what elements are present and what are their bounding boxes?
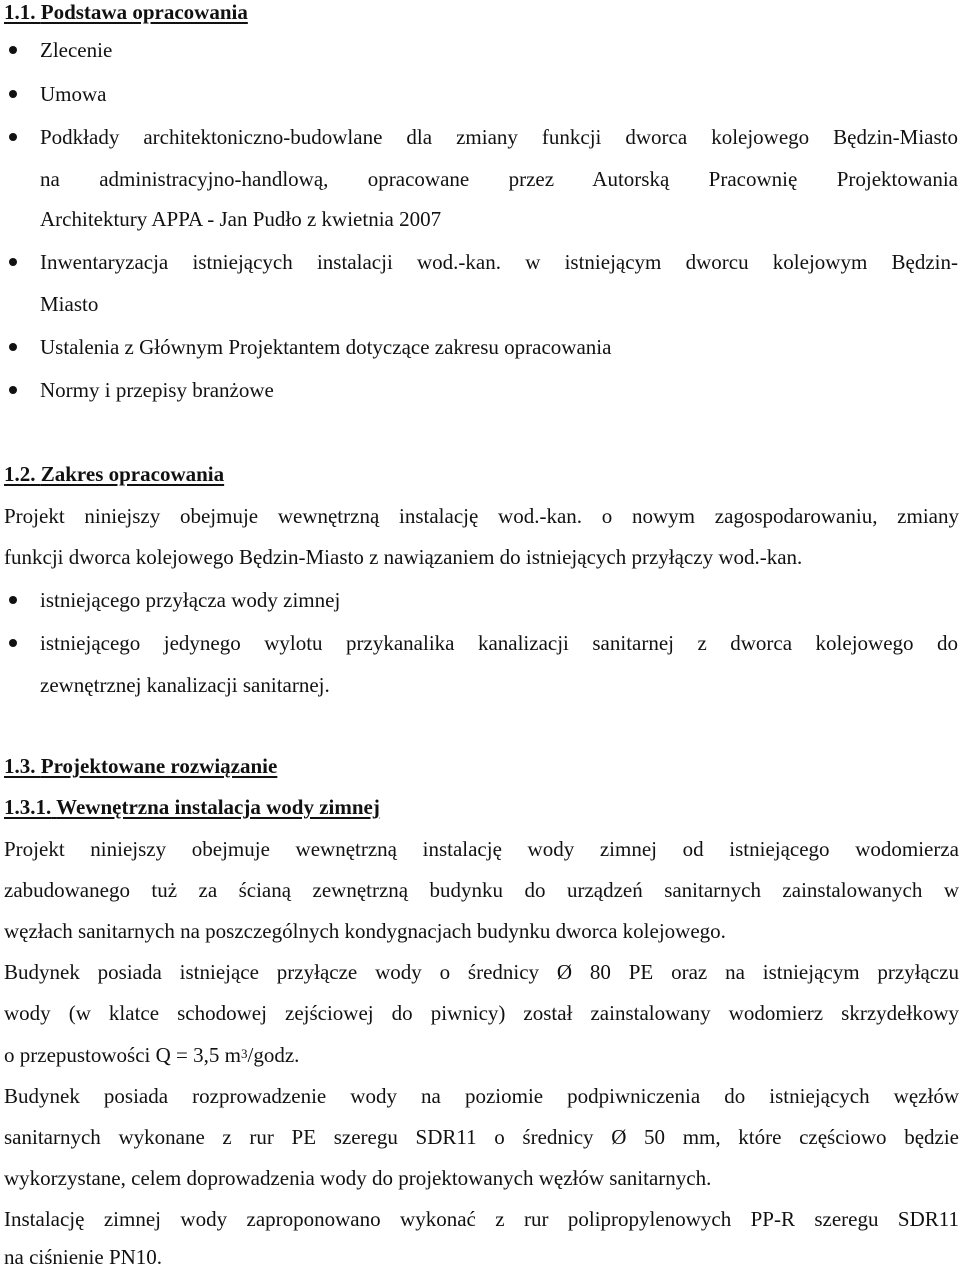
paragraph-line: wody (w klatce schodowej zejściowej do piwnicy) został zainstalowany wodomierz skrzydełkowy xyxy=(4,1001,959,1025)
list-item-line: Architektury APPA - Jan Pudło z kwietnia 2007 xyxy=(40,207,442,231)
paragraph-line: funkcji dworca kolejowego Będzin-Miasto z nawiązaniem do istniejących przyłączy wod.-kan. xyxy=(4,545,803,569)
paragraph-line: Instalację zimnej wody zaproponowano wykonać z rur polipropylenowych PP-R szeregu SDR11 xyxy=(4,1207,959,1231)
flow-unit: /godz. xyxy=(247,1043,300,1067)
list-item-line: zewnętrznej kanalizacji sanitarnej. xyxy=(40,673,330,697)
bullet-icon xyxy=(9,258,17,266)
section-number: 1.1. xyxy=(4,0,36,24)
section-number: 1.2. xyxy=(4,462,36,486)
paragraph-line: Projekt niniejszy obejmuje wewnętrzną instalację wody zimnej od istniejącego wodomierza xyxy=(4,837,959,861)
section-heading-1-3 xyxy=(4,754,277,779)
list-item-line: Podkłady architektoniczno-budowlane dla zmiany funkcji dworca kolejowego Będzin-Miasto xyxy=(40,125,958,149)
list-item-zlecenie: Zlecenie xyxy=(40,38,113,62)
list-item-line: Inwentaryzacja istniejących instalacji wod.-kan. w istniejącym dworcu kolejowym Będzin- xyxy=(40,250,958,274)
bullet-icon xyxy=(9,46,17,54)
section-heading-1-2 xyxy=(4,462,224,487)
paragraph-line: Budynek posiada istniejące przyłącze wody o średnicy Ø 80 PE oraz na istniejącym przyłączu xyxy=(4,960,959,984)
section-heading-1-1 xyxy=(4,0,248,25)
bullet-icon xyxy=(9,596,17,604)
bullet-icon xyxy=(9,90,17,98)
paragraph-line: węzłach sanitarnych na poszczególnych kondygnacjach budynku dworca kolejowego. xyxy=(4,919,726,943)
list-item-ustalenia: Ustalenia z Głównym Projektantem dotyczące zakresu opracowania xyxy=(40,335,612,359)
paragraph-line: Budynek posiada rozprowadzenie wody na poziomie podpiwniczenia do istniejących węzłów xyxy=(4,1084,959,1108)
paragraph-line: sanitarnych wykonane z rur PE szeregu SDR11 o średnicy Ø 50 mm, które częściowo będzie xyxy=(4,1125,959,1149)
list-item-normy: Normy i przepisy branżowe xyxy=(40,378,274,402)
list-item-line: na administracyjno-handlową, opracowane przez Autorską Pracownię Projektowania xyxy=(40,167,958,191)
list-item-line: istniejącego jedynego wylotu przykanalika kanalizacji sanitarnej z dworca kolejowego do xyxy=(40,631,958,655)
section-number: 1.3.1. xyxy=(4,795,52,819)
section-title: Podstawa opracowania xyxy=(40,0,248,24)
list-item-umowa: Umowa xyxy=(40,82,107,106)
paragraph-line xyxy=(4,1042,959,1068)
bullet-icon xyxy=(9,133,17,141)
paragraph-line: Projekt niniejszy obejmuje wewnętrzną instalację wod.-kan. o nowym zagospodarowaniu, zmiany xyxy=(4,504,959,528)
paragraph-line: zabudowanego tuż za ścianą zewnętrzną budynku do urządzeń sanitarnych zainstalowanych w xyxy=(4,878,959,902)
paragraph-line: wykorzystane, celem doprowadzenia wody do projektowanych węzłów sanitarnych. xyxy=(4,1166,712,1190)
section-number: 1.3. xyxy=(4,754,36,778)
bullet-icon xyxy=(9,639,17,647)
list-item-line: Miasto xyxy=(40,292,99,316)
superscript: 3 xyxy=(240,1046,248,1061)
section-title: Wewnętrzna instalacja wody zimnej xyxy=(56,795,380,819)
list-item-przylacze: istniejącego przyłącza wody zimnej xyxy=(40,588,341,612)
section-heading-1-3-1 xyxy=(4,795,380,820)
paragraph-line: na ciśnienie PN10. xyxy=(4,1245,163,1269)
bullet-icon xyxy=(9,343,17,351)
section-title: Zakres opracowania xyxy=(40,462,225,486)
bullet-icon xyxy=(9,386,17,394)
flow-text: o przepustowości Q = 3,5 m xyxy=(4,1043,241,1067)
section-title: Projektowane rozwiązanie xyxy=(40,754,278,778)
